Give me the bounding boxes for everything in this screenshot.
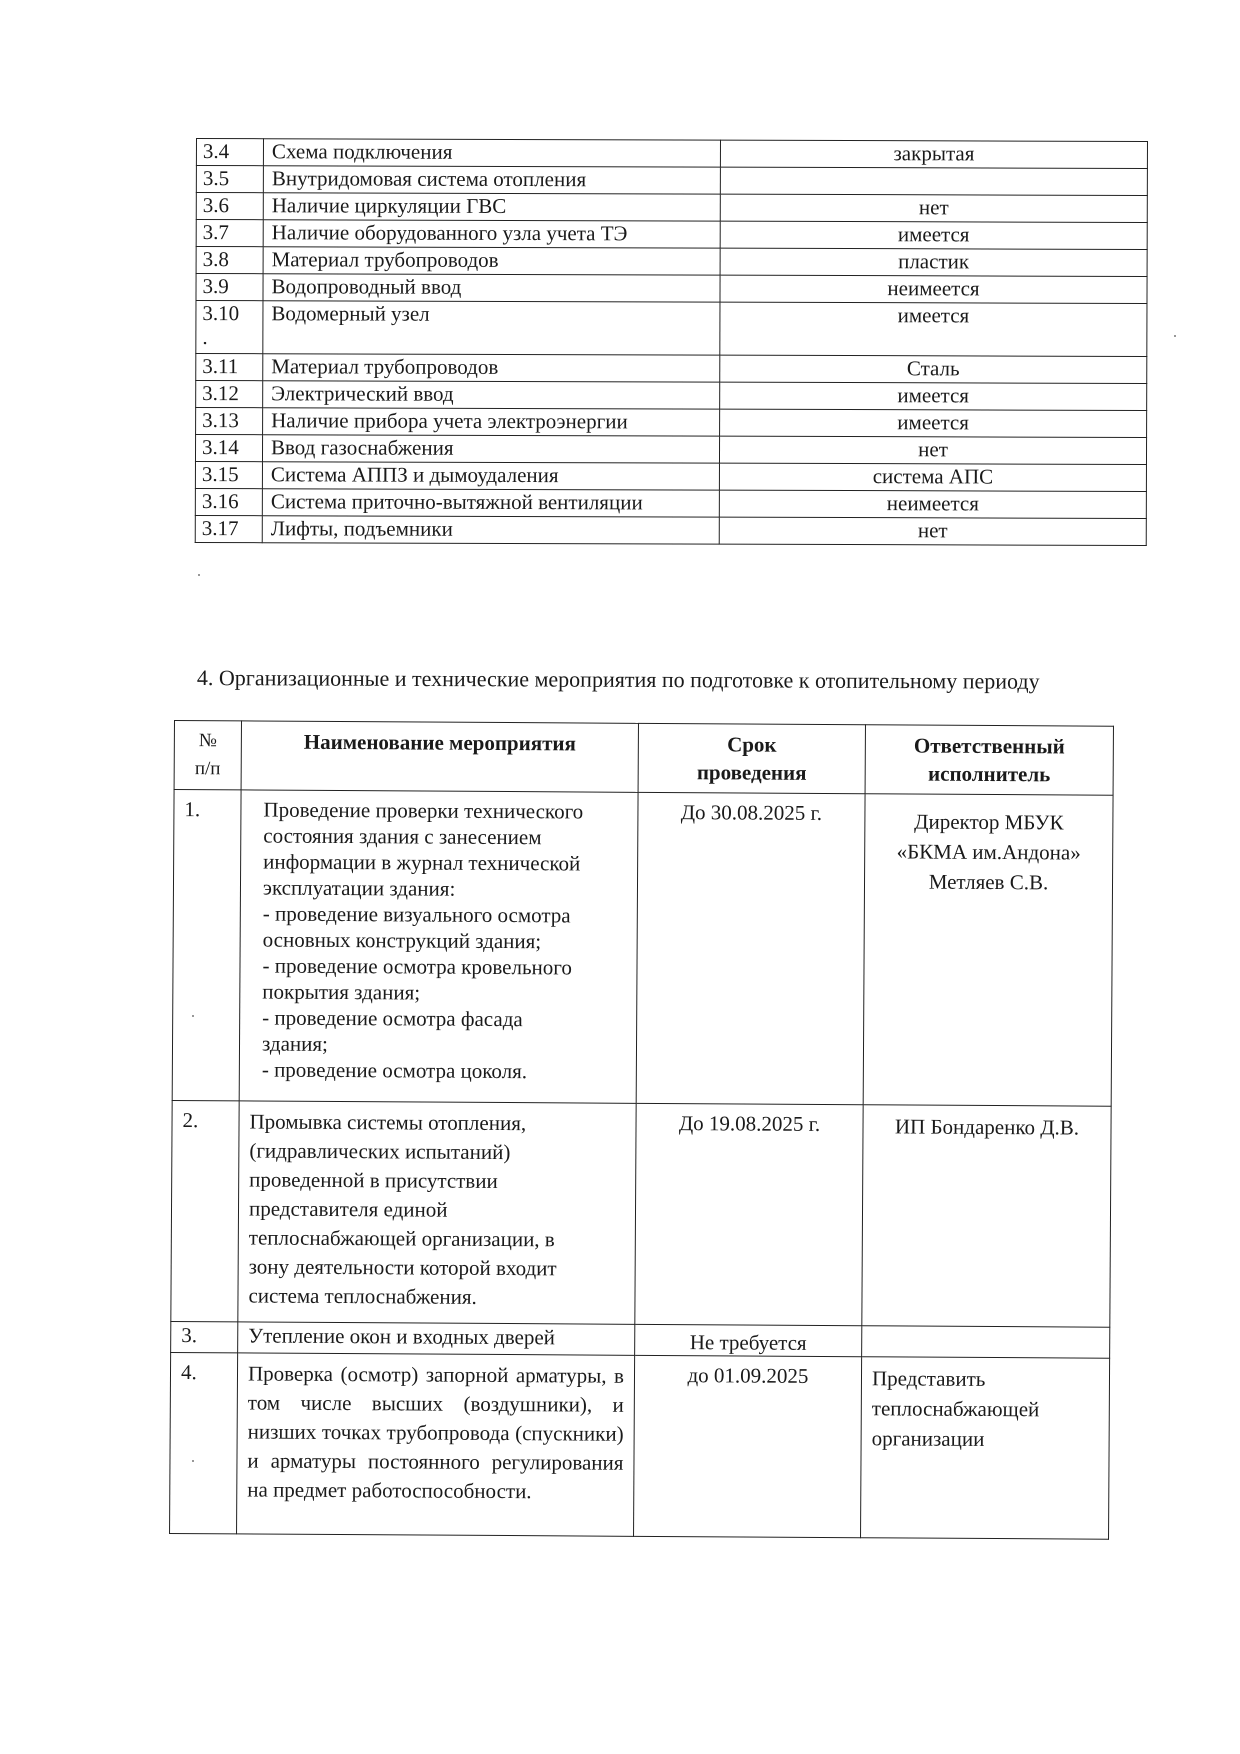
header-deadline: Срок проведения — [638, 723, 865, 793]
measure-description: Утепление окон и входных дверей — [238, 1322, 635, 1355]
row-number: 1. — [172, 790, 241, 1101]
characteristic-value: нет — [720, 194, 1147, 222]
characteristic-value: имеется — [720, 221, 1147, 249]
characteristic-name: Наличие прибора учета электроэнергии — [263, 408, 720, 436]
header-number: № п/п — [174, 721, 241, 790]
table-row — [195, 488, 1146, 518]
table-row — [195, 515, 1146, 545]
row-number: 3.4 — [196, 139, 263, 166]
row-number: 3.5 — [196, 166, 263, 193]
measure-deadline: Не требуется — [635, 1324, 862, 1356]
table-row — [195, 461, 1146, 491]
row-number: 4. — [170, 1352, 238, 1533]
characteristic-name: Система приточно-вытяжной вентиляции — [262, 489, 719, 517]
characteristic-name: Лифты, подъемники — [262, 516, 719, 544]
characteristic-value: неимеется — [720, 275, 1147, 303]
characteristic-name: Материал трубопроводов — [263, 354, 720, 382]
measure-responsible: Представить теплоснабжающей организации — [861, 1357, 1110, 1540]
table-row — [196, 381, 1147, 411]
characteristic-value: закрытая — [720, 140, 1147, 168]
characteristic-name: Наличие оборудованного узла учета ТЭ — [263, 220, 720, 248]
row-number: 3.15 — [195, 461, 262, 488]
row-number: 3.9 — [196, 274, 263, 301]
characteristic-name: Схема подключения — [263, 139, 720, 167]
table-header-row — [174, 721, 1113, 796]
measure-responsible — [862, 1326, 1110, 1359]
row-number: 3.14 — [195, 435, 262, 462]
table-row — [196, 139, 1147, 169]
row-number: 3.10 . — [196, 301, 263, 354]
scan-artifact — [192, 1015, 194, 1017]
row-number: 3.6 — [196, 193, 263, 220]
characteristic-name: Электрический ввод — [263, 381, 720, 409]
scan-artifact — [1174, 335, 1176, 337]
table-row — [170, 1352, 1110, 1539]
characteristic-value: имеется — [720, 409, 1147, 437]
row-number: 3. — [171, 1321, 238, 1352]
characteristic-value: система АПС — [719, 463, 1146, 491]
header-measure-name: Наименование мероприятия — [241, 721, 638, 792]
characteristic-name: Система АППЗ и дымоудаления — [262, 462, 719, 490]
characteristic-value: неимеется — [719, 490, 1146, 518]
measure-description: Промывка системы отопления, (гидравлических испытаний) проведенной в присутствии представителя единой теплоснабжающей организации, в зону деятельности которой входит система теплоснабжения. — [238, 1101, 636, 1324]
measure-responsible: ИП Бондаренко Д.В. — [862, 1105, 1111, 1328]
characteristic-value: Сталь — [720, 355, 1147, 383]
table-row — [195, 435, 1146, 465]
table-row — [196, 166, 1147, 196]
table-row — [196, 193, 1147, 223]
row-number: 3.17 — [195, 515, 262, 542]
row-number: 3.11 — [196, 354, 263, 381]
scan-artifact — [198, 574, 200, 576]
row-number: 3.13 — [196, 408, 263, 435]
characteristic-value: имеется — [720, 382, 1147, 410]
characteristic-value: пластик — [720, 248, 1147, 276]
table-row — [196, 354, 1147, 384]
measure-description: Проверка (осмотр) запорной арматуры, в том числе высших (воздушники), и низших точках трубопровода (спускники) и арматуры постоянного регулирования на предмет работоспособности. — [237, 1353, 635, 1536]
characteristic-name: Ввод газоснабжения — [262, 435, 719, 463]
characteristic-name: Водомерный узел — [263, 301, 720, 355]
table-row — [171, 1100, 1111, 1327]
measure-responsible: Директор МБУК «БКМА им.Андона» Метляев С.В. — [863, 794, 1113, 1107]
row-number: 3.16 — [195, 488, 262, 515]
characteristic-value — [720, 167, 1147, 195]
table-row — [196, 247, 1147, 277]
characteristic-value: имеется — [720, 302, 1147, 356]
building-characteristics-table — [195, 138, 1148, 546]
measure-deadline: До 30.08.2025 г. — [636, 792, 865, 1104]
characteristic-name: Водопроводный ввод — [263, 274, 720, 302]
table-row — [196, 220, 1147, 250]
scan-artifact — [192, 1460, 194, 1462]
row-number: 3.7 — [196, 220, 263, 247]
table-row — [196, 274, 1147, 304]
table-row — [196, 301, 1147, 357]
characteristic-name: Внутридомовая система отопления — [263, 166, 720, 194]
characteristic-name: Наличие циркуляции ГВС — [263, 193, 720, 221]
characteristic-name: Материал трубопроводов — [263, 247, 720, 275]
header-responsible: Ответственный исполнитель — [865, 725, 1113, 796]
characteristic-value: нет — [719, 436, 1146, 464]
row-number: 3.8 — [196, 247, 263, 274]
measures-table — [169, 720, 1114, 1540]
measure-deadline: До 19.08.2025 г. — [635, 1103, 863, 1325]
measure-description: Проведение проверки технического состояния здания с занесением информации в журнал технической эксплуатации здания: - проведение визуального осмотра основных конструкций здания; - проведение осмотра кровельного покрытия здания; - проведение осмотра фасада здания; - проведение осмотра цоколя. — [239, 790, 638, 1103]
table-row — [172, 790, 1113, 1107]
characteristic-value: нет — [719, 517, 1146, 545]
measure-deadline: до 01.09.2025 — [634, 1355, 862, 1537]
table-row — [196, 408, 1147, 438]
row-number: 3.12 — [196, 381, 263, 408]
section-title: 4. Организационные и технические мероприятия по подготовке к отопительному периоду — [196, 665, 1040, 694]
row-number: 2. — [171, 1100, 239, 1321]
